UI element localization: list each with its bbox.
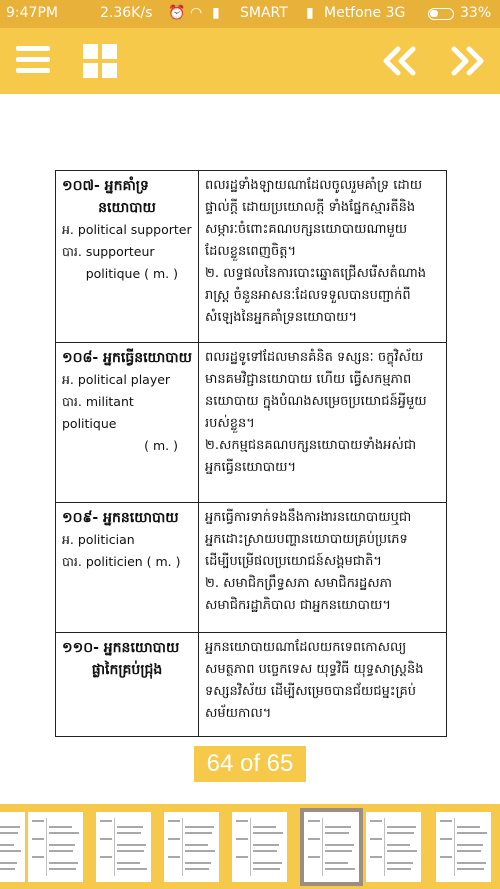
thumbnail-text-line xyxy=(325,850,352,852)
thumbnail-text-line xyxy=(185,868,209,870)
battery-percent: 33% xyxy=(460,5,492,21)
status-time: 9:47PM xyxy=(6,5,58,21)
thumbnail-text-line xyxy=(457,844,483,846)
toolbar xyxy=(0,28,500,94)
thumbnail-text-line xyxy=(185,832,212,834)
table-row xyxy=(56,503,447,633)
term-french-cont: ( m. ) xyxy=(144,438,178,453)
page-thumbnail[interactable] xyxy=(28,812,83,882)
term-french: បារ. supporteur xyxy=(62,244,155,259)
alarm-icon: ⏰ xyxy=(168,5,186,21)
definition-line: សមត្ថភាព បច្ចេកទេស យុទ្ធវិធី យុទ្ធសាស្ត្រនិង xyxy=(205,662,424,677)
thumbnail-text-line xyxy=(387,832,414,834)
thumbnail-text-line xyxy=(253,862,282,864)
page-thumbnail[interactable] xyxy=(366,812,421,882)
table-row xyxy=(56,633,447,737)
thumbnail-text-line xyxy=(440,838,452,840)
thumbnail-text-line xyxy=(100,820,112,822)
term-title: ១០៩- អ្នកនយោបាយ xyxy=(62,510,179,526)
term-cell xyxy=(56,633,199,737)
term-french: បារ. politicien ( m. ) xyxy=(62,554,181,569)
page-thumbnail[interactable] xyxy=(300,808,363,886)
thumbnail-text-line xyxy=(236,838,248,840)
thumbnail-text-line xyxy=(308,856,320,858)
status-bar xyxy=(0,0,500,28)
thumbnail-text-line xyxy=(457,868,484,870)
thumbnail-text-line xyxy=(32,856,44,858)
thumbnail-text-line xyxy=(117,844,146,846)
thumbnail-text-line xyxy=(0,832,18,834)
thumbnail-divider xyxy=(46,818,47,876)
thumbnail-text-line xyxy=(0,850,21,852)
carrier-1: SMART xyxy=(240,5,288,21)
thumbnail-text-line xyxy=(253,826,276,828)
thumbnail-text-line xyxy=(325,832,349,834)
thumbnail-text-line xyxy=(32,838,44,840)
thumbnail-text-line xyxy=(457,850,481,852)
thumbnail-text-line xyxy=(49,832,79,834)
definition-line: អ្នកនយោបាយណាដែលយកទេពកោសល្យ xyxy=(205,640,407,655)
thumbnail-divider xyxy=(384,818,385,876)
term-title-cont: ផ្លាកៃគ្រប់ជ្រុង xyxy=(91,662,163,678)
definition-line: សម្ភារៈចំពោះគណបក្សនយោបាយណាមួយ xyxy=(205,222,408,237)
thumbnail-text-line xyxy=(32,820,44,822)
definition-cell xyxy=(199,633,447,737)
definition-line: មានគមវិជ្ជានយោបាយ ហើយ ធ្វើសកម្មភាព xyxy=(205,372,412,387)
definition-line: ពលរដ្ឋទាំងឡាយណាដែលចូលរួមគាំទ្រ ដោយ xyxy=(205,178,423,193)
term-title: ១០៨- អ្នកធ្វើនយោបាយ xyxy=(62,350,192,366)
page-thumbnail[interactable] xyxy=(0,812,25,882)
definition-line: អ្នកដោះស្រាយបញ្ហានយោបាយគ្រប់ប្រភេទ xyxy=(205,532,408,547)
double-chevron-right-icon[interactable] xyxy=(449,46,485,76)
definition-cell xyxy=(199,171,447,343)
thumbnail-text-line xyxy=(253,868,280,870)
term-french-cont: politique ( m. ) xyxy=(85,266,178,281)
thumbnail-text-line xyxy=(168,856,180,858)
definition-line: ពលរដ្ឋទូទៅដែលមានគំនិត ទស្សនៈ ចក្ខុវិស័យ xyxy=(205,350,424,365)
document-page[interactable] xyxy=(0,94,500,804)
thumbnail-text-line xyxy=(185,862,211,864)
definition-line: ដែលខ្លួនពេញចិត្ត។ xyxy=(205,244,297,259)
definition-cell xyxy=(199,343,447,503)
thumbnail-text-line xyxy=(100,856,112,858)
thumbnail-text-line xyxy=(387,868,411,870)
double-chevron-left-icon[interactable] xyxy=(382,46,418,76)
thumbnail-text-line xyxy=(49,850,73,852)
thumbnail-text-line xyxy=(325,862,348,864)
thumbnail-text-line xyxy=(117,862,140,864)
glossary-table xyxy=(55,170,447,737)
thumbnail-text-line xyxy=(387,850,417,852)
thumbnail-text-line xyxy=(236,820,248,822)
definition-line: ដើម្បីបម្រើផលប្រយោជន៍សង្គមជាតិ។ xyxy=(205,554,382,569)
thumbnail-text-line xyxy=(117,868,147,870)
table-row xyxy=(56,343,447,503)
thumbnail-divider xyxy=(250,818,251,876)
thumbnail-strip[interactable] xyxy=(0,804,500,889)
definition-line: សំឡេងនៃអ្នកគាំទ្រនយោបាយ។ xyxy=(205,310,358,325)
thumbnail-text-line xyxy=(49,844,75,846)
table-row xyxy=(56,171,447,343)
thumbnail-text-line xyxy=(325,868,355,870)
carrier-2: Metfone 3G xyxy=(324,5,406,21)
thumbnail-text-line xyxy=(0,844,14,846)
thumbnail-text-line xyxy=(308,820,320,822)
page-thumbnail[interactable] xyxy=(164,812,219,882)
thumbnail-text-line xyxy=(325,826,351,828)
definition-line: នយោបាយ ក្នុងបំណងសម្រេចប្រយោជន៍អ្វីមួយ xyxy=(205,394,427,409)
thumbnail-text-line xyxy=(0,826,20,828)
thumbnail-divider xyxy=(182,818,183,876)
thumbnail-text-line xyxy=(253,850,277,852)
page-indicator: 64 of 65 xyxy=(194,746,306,782)
definition-line: អ្នកធ្វើការទាក់ទងនឹងការងារនយោបាយឬជា xyxy=(205,510,412,525)
thumbnail-text-line xyxy=(387,844,410,846)
page-thumbnail[interactable] xyxy=(96,812,151,882)
status-speed: 2.36K/s xyxy=(100,5,153,21)
thumbnail-text-line xyxy=(49,826,72,828)
thumbnail-text-line xyxy=(457,832,487,834)
definition-line: ទស្សនវិស័យ ដើម្បីសម្រេចបានជ័យជម្នះគ្រប់ xyxy=(205,684,417,699)
hamburger-icon[interactable] xyxy=(16,44,50,76)
term-cell xyxy=(56,343,199,503)
thumbnail-text-line xyxy=(0,868,15,870)
grid-icon[interactable] xyxy=(83,44,117,78)
definition-line: របស់ខ្លួន។ xyxy=(205,416,255,431)
thumbnail-text-line xyxy=(236,856,248,858)
term-title-cont: នយោបាយ xyxy=(98,200,156,216)
definition-line: អ្នកធ្វើនយោបាយ។ xyxy=(205,460,297,475)
signal-icon-1: ▮ xyxy=(212,5,220,21)
thumbnail-text-line xyxy=(117,850,144,852)
term-cell xyxy=(56,171,199,343)
thumbnail-text-line xyxy=(387,826,416,828)
thumbnail-text-line xyxy=(185,844,208,846)
thumbnail-text-line xyxy=(168,838,180,840)
thumbnail-text-line xyxy=(457,862,486,864)
term-title: ១០៧- អ្នកគាំទ្រ xyxy=(62,178,149,194)
definition-line: ២. សមាជិកព្រឹទ្ធសភា សមាជិករដ្ឋសភា xyxy=(205,576,393,591)
thumbnail-text-line xyxy=(440,820,452,822)
thumbnail-text-line xyxy=(457,826,480,828)
term-french: បារ. militant politique xyxy=(62,394,134,431)
signal-icon-2: ▮ xyxy=(306,5,314,21)
page-thumbnail[interactable] xyxy=(232,812,287,882)
thumbnail-text-line xyxy=(253,832,283,834)
thumbnail-text-line xyxy=(117,832,141,834)
definition-line: សម័យកាល។ xyxy=(205,706,272,721)
term-english: អ. political player xyxy=(62,372,171,387)
definition-line: សមាជិករដ្ឋាភិបាល ជាអ្នកនយោបាយ។ xyxy=(205,598,391,613)
thumbnail-text-line xyxy=(117,826,143,828)
thumbnail-text-line xyxy=(49,862,78,864)
thumbnail-text-line xyxy=(370,838,382,840)
thumbnail-text-line xyxy=(185,826,214,828)
definition-line: រាស្ត្រ ចំនួនអាសនៈដែលទទួលបានបញ្ជាក់ពី xyxy=(205,288,411,303)
thumbnail-text-line xyxy=(370,820,382,822)
battery-icon xyxy=(428,8,454,20)
thumbnail-divider xyxy=(114,818,115,876)
thumbnail-text-line xyxy=(100,838,112,840)
thumbnail-text-line xyxy=(0,862,17,864)
thumbnail-text-line xyxy=(370,856,382,858)
thumbnail-text-line xyxy=(325,844,354,846)
thumbnail-text-line xyxy=(49,868,76,870)
term-cell xyxy=(56,503,199,633)
thumbnail-text-line xyxy=(387,862,413,864)
term-english: អ. politician xyxy=(62,532,135,547)
thumbnail-divider xyxy=(322,818,323,876)
thumbnail-text-line xyxy=(168,820,180,822)
thumbnail-text-line xyxy=(440,856,452,858)
term-title: ១១០- អ្នកនយោបាយ xyxy=(62,640,180,656)
thumbnail-text-line xyxy=(253,844,279,846)
definition-cell xyxy=(199,503,447,633)
wifi-icon: ◠ xyxy=(190,5,203,21)
page-thumbnail[interactable] xyxy=(436,812,491,882)
definition-line: ផ្ទាល់ក្តី ដោយប្រយោលក្តី ទាំងផ្នែកស្មារតីនិង xyxy=(205,200,416,215)
thumbnail-text-line xyxy=(185,850,215,852)
definition-line: ២. លទ្ធផលនៃការបោះឆ្នោតជ្រើសរើសតំណាង xyxy=(205,266,426,281)
thumbnail-text-line xyxy=(308,838,320,840)
definition-line: ២.សកម្មជនគណបក្សនយោបាយទាំងអស់ជា xyxy=(205,438,417,453)
term-english: អ. political supporter xyxy=(62,222,192,237)
thumbnail-divider xyxy=(454,818,455,876)
